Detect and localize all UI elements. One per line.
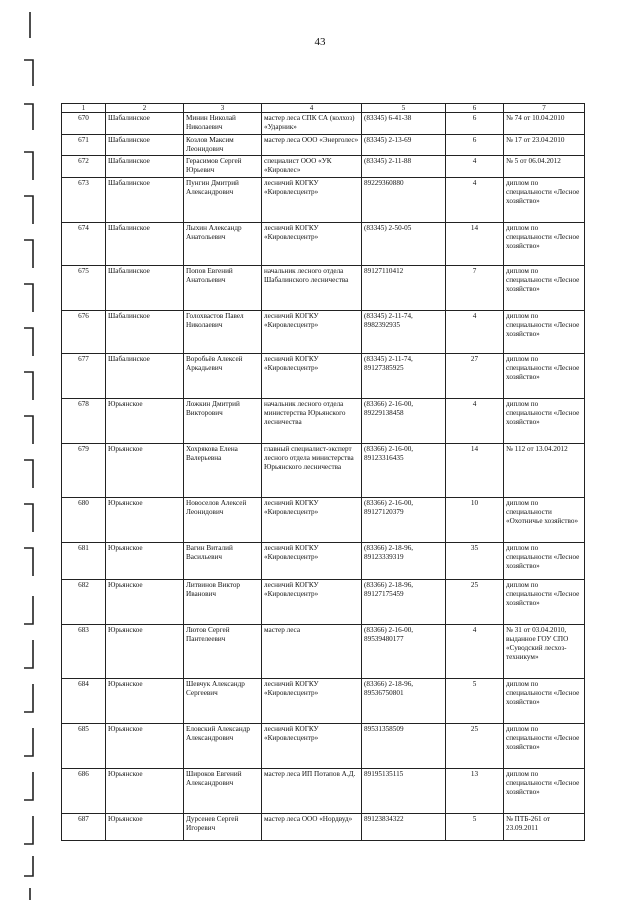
- column-header-1: 1: [62, 104, 106, 113]
- full-name-cell: Хохрякова Елена Валерьевна: [184, 444, 262, 498]
- phone-cell: (83345) 2-11-88: [362, 156, 446, 178]
- phone-cell: (83366) 2-18-96, 89123339319: [362, 543, 446, 580]
- district-cell: Шабалинское: [106, 135, 184, 156]
- full-name-cell: Лыхин Александр Анатольевич: [184, 223, 262, 266]
- qualification-cell: № 17 от 23.04.2010: [504, 135, 585, 156]
- position-cell: лесничий КОГКУ «Кировлесцентр»: [262, 354, 362, 399]
- experience-cell: 5: [446, 679, 504, 724]
- qualification-cell: диплом по специальности «Лесное хозяйство»: [504, 223, 585, 266]
- phone-cell: 89195135115: [362, 769, 446, 814]
- position-cell: мастер леса СПК СА (колхоз) «Ударник»: [262, 113, 362, 135]
- qualification-cell: диплом по специальности «Лесное хозяйство»: [504, 354, 585, 399]
- table-row: [62, 814, 585, 841]
- position-cell: мастер леса ООО «Энерголес»: [262, 135, 362, 156]
- district-cell: Шабалинское: [106, 178, 184, 223]
- row-number: 670: [62, 113, 106, 135]
- column-header-4: 4: [262, 104, 362, 113]
- district-cell: Юрьянское: [106, 679, 184, 724]
- qualification-cell: диплом по специальности «Лесное хозяйство»: [504, 178, 585, 223]
- district-cell: Юрьянское: [106, 625, 184, 679]
- qualification-cell: № 112 от 13.04.2012: [504, 444, 585, 498]
- row-number: 677: [62, 354, 106, 399]
- row-number: 678: [62, 399, 106, 444]
- row-number: 673: [62, 178, 106, 223]
- table-row: [62, 156, 585, 178]
- position-cell: лесничий КОГКУ «Кировлесцентр»: [262, 724, 362, 769]
- phone-cell: (83366) 2-16-00, 89127120379: [362, 498, 446, 543]
- phone-cell: 89229360880: [362, 178, 446, 223]
- phone-cell: (83345) 2-11-74, 8982392935: [362, 311, 446, 354]
- phone-cell: (83366) 2-16-00, 89123316435: [362, 444, 446, 498]
- district-cell: Шабалинское: [106, 266, 184, 311]
- full-name-cell: Широков Евгений Александрович: [184, 769, 262, 814]
- column-header-5: 5: [362, 104, 446, 113]
- table-row: [62, 311, 585, 354]
- experience-cell: 4: [446, 311, 504, 354]
- table-row: [62, 580, 585, 625]
- position-cell: лесничий КОГКУ «Кировлесцентр»: [262, 311, 362, 354]
- table-row: [62, 266, 585, 311]
- experience-cell: 6: [446, 135, 504, 156]
- row-number: 686: [62, 769, 106, 814]
- full-name-cell: Новоселов Алексей Леонидович: [184, 498, 262, 543]
- position-cell: начальник лесного отдела министерства Юрьянского лесничества: [262, 399, 362, 444]
- qualification-cell: № 5 от 06.04.2012: [504, 156, 585, 178]
- qualification-cell: диплом по специальности «Лесное хозяйство»: [504, 679, 585, 724]
- full-name-cell: Дурсенев Сергей Игоревич: [184, 814, 262, 841]
- row-number: 676: [62, 311, 106, 354]
- row-number: 680: [62, 498, 106, 543]
- district-cell: Шабалинское: [106, 156, 184, 178]
- experience-cell: 25: [446, 580, 504, 625]
- phone-cell: (83345) 2-50-05: [362, 223, 446, 266]
- table-row: [62, 543, 585, 580]
- table-row: [62, 724, 585, 769]
- row-number: 687: [62, 814, 106, 841]
- row-number: 682: [62, 580, 106, 625]
- row-number: 674: [62, 223, 106, 266]
- row-number: 672: [62, 156, 106, 178]
- full-name-cell: Голохвастов Павел Николаевич: [184, 311, 262, 354]
- experience-cell: 4: [446, 399, 504, 444]
- experience-cell: 4: [446, 178, 504, 223]
- specialists-table: [61, 103, 585, 841]
- experience-cell: 4: [446, 625, 504, 679]
- table-row: [62, 679, 585, 724]
- position-cell: лесничий КОГКУ «Кировлесцентр»: [262, 223, 362, 266]
- table-row: [62, 399, 585, 444]
- table-row: [62, 769, 585, 814]
- phone-cell: (83345) 6-41-38: [362, 113, 446, 135]
- qualification-cell: диплом по специальности «Лесное хозяйство»: [504, 580, 585, 625]
- qualification-cell: № 74 от 10.04.2010: [504, 113, 585, 135]
- district-cell: Шабалинское: [106, 113, 184, 135]
- phone-cell: (83366) 2-16-00, 89539480177: [362, 625, 446, 679]
- position-cell: мастер леса ИП Потапов А.Д.: [262, 769, 362, 814]
- qualification-cell: № ПТБ-261 от 23.09.2011: [504, 814, 585, 841]
- phone-cell: 89531358509: [362, 724, 446, 769]
- full-name-cell: Вагин Виталий Васильевич: [184, 543, 262, 580]
- full-name-cell: Ложкин Дмитрий Викторович: [184, 399, 262, 444]
- qualification-cell: диплом по специальности «Лесное хозяйство»: [504, 311, 585, 354]
- district-cell: Юрьянское: [106, 724, 184, 769]
- position-cell: специалист ООО «УК «Кировлес»: [262, 156, 362, 178]
- row-number: 681: [62, 543, 106, 580]
- qualification-cell: диплом по специальности «Охотничье хозяйство»: [504, 498, 585, 543]
- district-cell: Юрьянское: [106, 580, 184, 625]
- full-name-cell: Герасимов Сергей Юрьевич: [184, 156, 262, 178]
- table-row: [62, 135, 585, 156]
- phone-cell: (83366) 2-16-00, 89229138458: [362, 399, 446, 444]
- position-cell: лесничий КОГКУ «Кировлесцентр»: [262, 580, 362, 625]
- experience-cell: 13: [446, 769, 504, 814]
- phone-cell: (83345) 2-11-74, 89127385925: [362, 354, 446, 399]
- district-cell: Юрьянское: [106, 399, 184, 444]
- column-header-2: 2: [106, 104, 184, 113]
- column-header-6: 6: [446, 104, 504, 113]
- table-body: [62, 113, 585, 841]
- row-number: 684: [62, 679, 106, 724]
- phone-cell: (83366) 2-18-96, 89127175459: [362, 580, 446, 625]
- full-name-cell: Литвинов Виктор Иванович: [184, 580, 262, 625]
- row-number: 671: [62, 135, 106, 156]
- qualification-cell: диплом по специальности «Лесное хозяйство»: [504, 399, 585, 444]
- full-name-cell: Попов Евгений Анатольевич: [184, 266, 262, 311]
- experience-cell: 4: [446, 156, 504, 178]
- experience-cell: 10: [446, 498, 504, 543]
- scan-margin-marks: [0, 0, 40, 905]
- full-name-cell: Воробьёв Алексей Аркадьевич: [184, 354, 262, 399]
- table-row: [62, 178, 585, 223]
- table-row: [62, 113, 585, 135]
- qualification-cell: диплом по специальности «Лесное хозяйство»: [504, 543, 585, 580]
- district-cell: Шабалинское: [106, 311, 184, 354]
- experience-cell: 6: [446, 113, 504, 135]
- full-name-cell: Минин Николай Николаевич: [184, 113, 262, 135]
- column-header-3: 3: [184, 104, 262, 113]
- table-row: [62, 625, 585, 679]
- row-number: 675: [62, 266, 106, 311]
- experience-cell: 27: [446, 354, 504, 399]
- position-cell: лесничий КОГКУ «Кировлесцентр»: [262, 178, 362, 223]
- experience-cell: 7: [446, 266, 504, 311]
- experience-cell: 14: [446, 444, 504, 498]
- table-row: [62, 498, 585, 543]
- column-header-7: 7: [504, 104, 585, 113]
- position-cell: мастер леса: [262, 625, 362, 679]
- position-cell: мастер леса ООО «Нордвуд»: [262, 814, 362, 841]
- table-row: [62, 223, 585, 266]
- qualification-cell: диплом по специальности «Лесное хозяйство»: [504, 724, 585, 769]
- table-row: [62, 444, 585, 498]
- full-name-cell: Пунгин Дмитрий Александрович: [184, 178, 262, 223]
- district-cell: Юрьянское: [106, 814, 184, 841]
- experience-cell: 5: [446, 814, 504, 841]
- row-number: 683: [62, 625, 106, 679]
- district-cell: Шабалинское: [106, 223, 184, 266]
- phone-cell: 89127110412: [362, 266, 446, 311]
- experience-cell: 25: [446, 724, 504, 769]
- qualification-cell: диплом по специальности «Лесное хозяйство»: [504, 769, 585, 814]
- full-name-cell: Еловский Александр Александрович: [184, 724, 262, 769]
- table-row: [62, 354, 585, 399]
- qualification-cell: № 31 от 03.04.2010, выданное ГОУ СПО «Суводский лесхоз-техникум»: [504, 625, 585, 679]
- position-cell: лесничий КОГКУ «Кировлесцентр»: [262, 498, 362, 543]
- qualification-cell: диплом по специальности «Лесное хозяйство»: [504, 266, 585, 311]
- header-row: [62, 104, 585, 113]
- position-cell: начальник лесного отдела Шабалинского лесничества: [262, 266, 362, 311]
- page-number: 43: [314, 36, 326, 48]
- phone-cell: (83345) 2-13-69: [362, 135, 446, 156]
- full-name-cell: Шевчук Александр Сергеевич: [184, 679, 262, 724]
- position-cell: лесничий КОГКУ «Кировлесцентр»: [262, 543, 362, 580]
- position-cell: лесничий КОГКУ «Кировлесцентр»: [262, 679, 362, 724]
- row-number: 685: [62, 724, 106, 769]
- phone-cell: 89123834322: [362, 814, 446, 841]
- row-number: 679: [62, 444, 106, 498]
- district-cell: Шабалинское: [106, 354, 184, 399]
- district-cell: Юрьянское: [106, 769, 184, 814]
- district-cell: Юрьянское: [106, 444, 184, 498]
- position-cell: главный специалист-эксперт лесного отдела министерства Юрьянского лесничества: [262, 444, 362, 498]
- experience-cell: 35: [446, 543, 504, 580]
- district-cell: Юрьянское: [106, 498, 184, 543]
- experience-cell: 14: [446, 223, 504, 266]
- full-name-cell: Козлов Максим Леонидович: [184, 135, 262, 156]
- phone-cell: (83366) 2-18-96, 89536750801: [362, 679, 446, 724]
- district-cell: Юрьянское: [106, 543, 184, 580]
- full-name-cell: Лютов Сергей Пантелеевич: [184, 625, 262, 679]
